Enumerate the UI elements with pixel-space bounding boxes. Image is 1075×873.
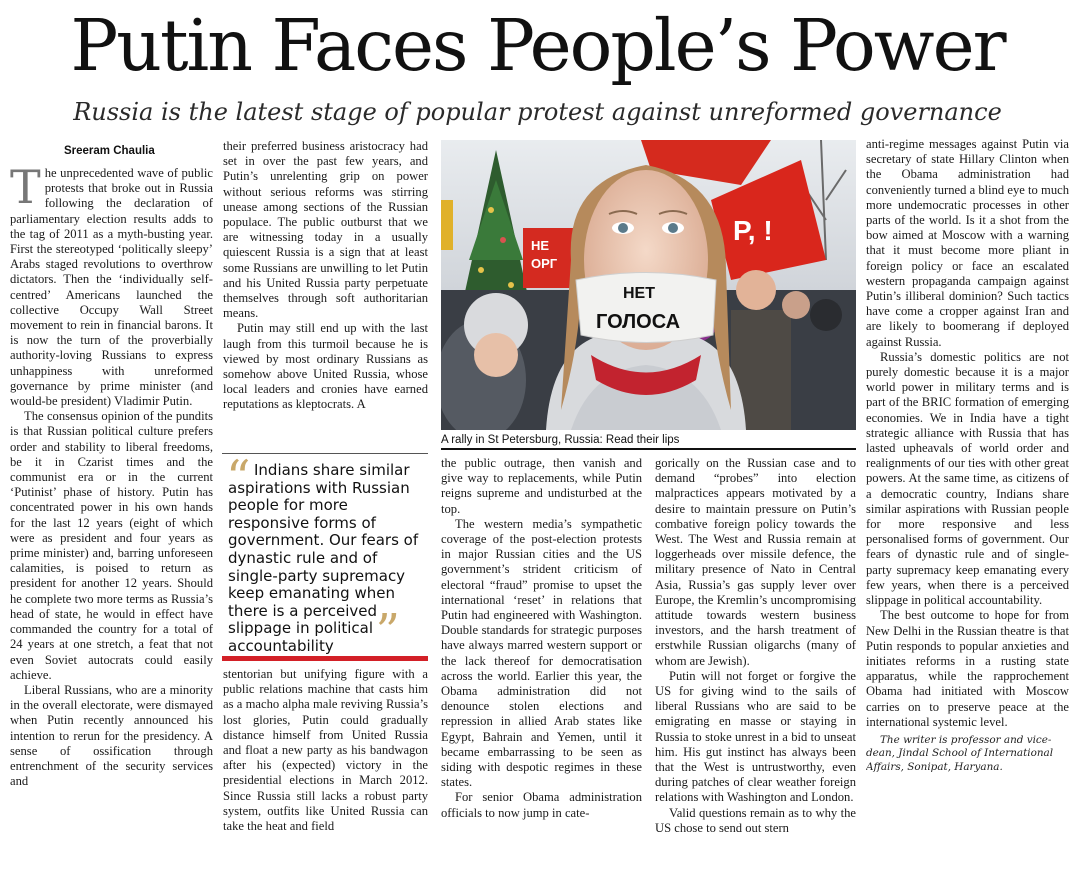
column-2-bottom	[223, 667, 428, 867]
paragraph: anti-regime messages against Putin via secretary of state Hillary Clinton when the Obama administration had conveniently turned a blind eye to much more undemocratic processes in other parts of the world. Is it a shot from the bow aimed at Moscow with a warning that it must become more pliant in foreign policy or face an escalated western propaganda campaign against Putin’s illiberal dominion? Such tactics have come a cropper against Iran and are likely to boomerang if deployed against Russia.	[866, 137, 1069, 349]
paragraph: Russia’s domestic politics are not purely domestic because it is a major world power in military terms and is part of the BRIC formation of emerging economies. We in India have a tight strategic alliance with Russia that has lasted upheavals of world order and realignments of our ties with other great powers. At the same time, as citizens of a democratic country, Indians share similar aspirations with Russian people for more responsive and less personalised forms of government. Our fears of dynastic rule and of single-party supremacy keep emanating every few years, when there is a perceived slippage in political accountability.	[866, 349, 1069, 608]
paragraph: The best outcome to hope for from New Delhi in the Russian theatre is that Putin responds to popular anxieties and initiates reforms in a rusting state apparatus, while the rapprochement Obama had initiated with Moscow carries on to preserve peace at the international systemic level.	[866, 608, 1069, 729]
paragraph: gorically on the Russian case and to demand “probes” into election malpractices appears motivated by a desire to maintain pressure on Putin’s combative foreign policy towards the West. The West and Russia remain at loggerheads over missile defence, the military presence of Nato in Central Asia, Russia’s gas supply lever over Europe, the Kremlin’s uncompromising attitude towards western business investors, and the harsh treatment of erstwhile Russian oligarchs (many of whom are Jewish).	[655, 456, 856, 668]
column-1	[10, 166, 213, 866]
paragraph: Liberal Russians, who are a minority in the overall electorate, were dismayed when Putin recently announced his intention to rerun for the presidency. A sense of ossification through entrenchment of the security services and	[10, 682, 213, 789]
protest-photo	[441, 140, 856, 430]
subhead: Russia is the latest stage of popular protest against unreformed governance	[73, 98, 1002, 126]
pull-quote	[222, 450, 428, 661]
paragraph: The unprecedented wave of public protests that broke out in Russia following the declaration of parliamentary election results adds to the tag of 2011 as a myth-busting year. First the stereotyped ‘politically sleepy’ Arabs staged revolutions to overthrow dictators. Then the ‘individually self-centred’ Americans launched the collective Occupy Wall Street movement to rein in financial barons. It is now the turn of the proverbially authority-loving Russians to express unhappiness with unreformed governance by prime minister (and would-be president) Vladimir Putin.	[10, 166, 213, 409]
column-5	[866, 137, 1069, 867]
banner-right-text: Р, !	[733, 215, 773, 246]
byline: Sreeram Chaulia	[64, 145, 155, 157]
paragraph: The consensus opinion of the pundits is that Russian political culture prefers order and stability to liberal freedoms, be it in Czarist times and the communist era or in the current ‘Putinist’ phase of history. Putin has concentrated power in his own hands for the last 12 years (eight of which were as president and four years as prime minister) and, barring unforeseen calamities, is poised to return as president for another 12 years. Should he complete two more terms as Russia’s head of state, he would in effect have commanded the country for a total of 24 years at one stretch, a feat that not even Soviet autocrats could easily achieve.	[10, 409, 213, 682]
author-credit: The writer is professor and vice-dean, Jindal School of International Affairs, Sonipat, Haryana.	[866, 733, 1054, 773]
dropcap: T	[10, 166, 41, 214]
protest-illustration	[441, 140, 856, 430]
tape-text-bottom: ГОЛОСА	[596, 311, 681, 333]
banner-left-text-2: ОРГ	[531, 256, 558, 271]
photo-caption: A rally in St Petersburg, Russia: Read their lips	[441, 432, 856, 450]
headline: Putin Faces People’s Power	[70, 4, 1005, 87]
paragraph: Putin may still end up with the last laugh from this turmoil because he is viewed by most ordinary Russians as somehow above United Russia, whose local leaders and cronies have earned reputations as kleptocrats. A	[223, 321, 428, 412]
paragraph: their preferred business aristocracy had set in over the past few years, and Putin’s unrelenting grip on power without serious reforms was stirring unease among sections of the Russian populace. The public outburst that we are witnessing today in a usually quiescent Russia is a sign that at least some Russians are unwilling to let Putin and his United Russia party perpetuate themselves through soft authoritarian means.	[223, 139, 428, 321]
pull-quote-text: Indians share similar aspirations with Russian people for more responsive forms of government. Our fears of dynastic rule and of single-party supremacy keep emanating when there is a perceived slippage in political accountability	[228, 461, 419, 655]
paragraph: The western media’s sympathetic coverage of the post-election protests in major Russian cities and the US government’s strident criticism of electoral “fraud” promise to upset the international ‘reset’ in relations that Putin had engineered with Washington. Double standards for strategic purposes have always marred western support or the lack thereof for democratisation across the world. Earlier this year, the Obama administration did not denounce stolen elections and repression in allied Arab states like Egypt, Bahrain and Yemen, until it became embarrassing to be seen as siding with despotic regimes in these states.	[441, 516, 642, 790]
column-2-top	[223, 139, 428, 446]
close-quote-icon: ”	[375, 604, 400, 660]
tape-text-top: НЕТ	[623, 285, 655, 302]
paragraph: stentorian but unifying figure with a public relations machine that casts him as a macho alpha male reviving Russia’s lost glories, Putin could gradually distance himself from United Russia and float a new party as his bandwagon after his (expected) victory in the presidential elections in March 2012. Since Russia still lacks a robust party system, outfits like United Russia can take the heat and field	[223, 667, 428, 834]
paragraph: For senior Obama administration officials to now jump in cate-	[441, 790, 642, 820]
paragraph: the public outrage, then vanish and give way to replacements, while Putin reigns supreme and undisturbed at the top.	[441, 456, 642, 516]
open-quote-icon: “	[226, 450, 251, 506]
column-4	[655, 456, 856, 866]
paragraph: Putin will not forget or forgive the US for giving wind to the sails of liberal Russians who are said to be emigrating en masse or staying in Russia to stoke unrest in a bid to unseat him. His gut instinct has always been that the West is untrustworthy, even during patches of clear weather foreign relations with Washington and London.	[655, 668, 856, 805]
column-3	[441, 456, 642, 866]
paragraph: Valid questions remain as to why the US chose to send out stern	[655, 805, 856, 835]
banner-left-text: НЕ	[531, 238, 550, 253]
